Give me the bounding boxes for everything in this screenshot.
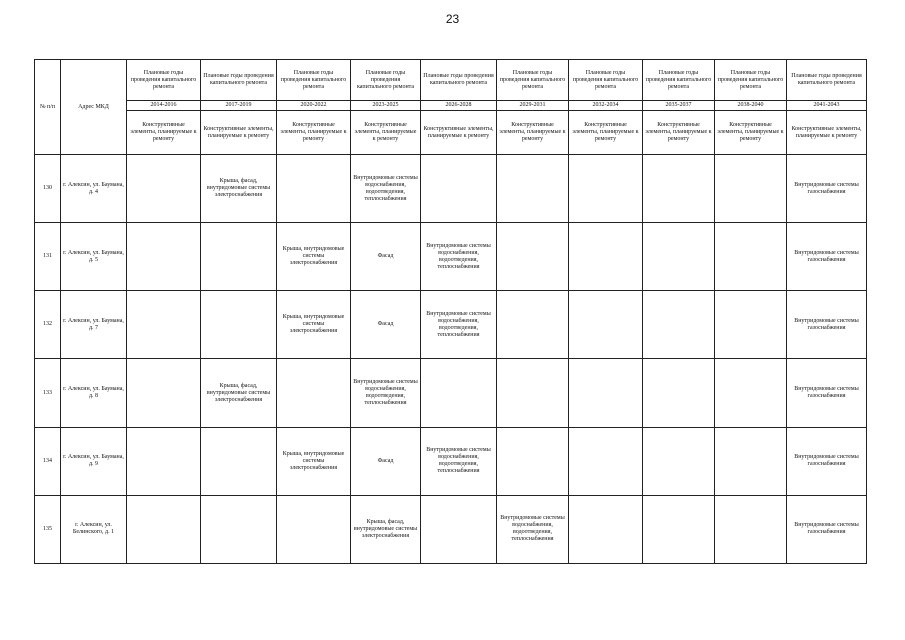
header-period: 2026-2028 [421, 101, 497, 111]
header-period: 2032-2034 [569, 101, 643, 111]
repair-cell: Крыша, фасад, внутридомовые системы электроснабжения [201, 359, 277, 427]
repair-cell [715, 155, 787, 223]
header-elements: Конструктивные элементы, планируемые к ремонту [277, 111, 351, 155]
row-address: г. Алексин, ул. Баумана, д. 8 [61, 359, 127, 427]
header-planned-years: Плановые годы проведения капитального ремонта [497, 60, 569, 101]
repair-cell [715, 291, 787, 359]
repair-cell [569, 495, 643, 563]
header-row-periods [35, 101, 867, 111]
repair-cell: Крыша, внутридомовые системы электроснабжения [277, 223, 351, 291]
header-period: 2029-2031 [497, 101, 569, 111]
repair-cell: Внутридомовые системы газоснабжения [787, 359, 867, 427]
header-planned-years: Плановые годы проведения капитального ремонта [277, 60, 351, 101]
repair-cell: Крыша, внутридомовые системы электроснабжения [277, 427, 351, 495]
repair-cell: Фасад [351, 223, 421, 291]
header-period: 2017-2019 [201, 101, 277, 111]
repair-cell [421, 359, 497, 427]
row-address: г. Алексин, ул. Белинского, д. 1 [61, 495, 127, 563]
header-planned-years: Плановые годы проведения капитального ремонта [421, 60, 497, 101]
repair-cell: Фасад [351, 427, 421, 495]
header-planned-years: Плановые годы проведения капитального ремонта [351, 60, 421, 101]
repair-cell [715, 223, 787, 291]
header-planned-years: Плановые годы проведения капитального ремонта [787, 60, 867, 101]
header-elements: Конструктивные элементы, планируемые к ремонту [569, 111, 643, 155]
repair-cell [643, 291, 715, 359]
header-elements: Конструктивные элементы, планируемые к ремонту [497, 111, 569, 155]
row-number: 132 [35, 291, 61, 359]
row-number: 130 [35, 155, 61, 223]
row-address: г. Алексин, ул. Баумана, д. 5 [61, 223, 127, 291]
table-row [35, 427, 867, 495]
row-number: 131 [35, 223, 61, 291]
repair-cell [569, 359, 643, 427]
table-row [35, 291, 867, 359]
table-row [35, 155, 867, 223]
repair-cell [497, 359, 569, 427]
repair-cell: Внутридомовые системы газоснабжения [787, 495, 867, 563]
repair-cell [643, 359, 715, 427]
repair-cell [201, 495, 277, 563]
repair-cell [277, 155, 351, 223]
repair-cell: Крыша, внутридомовые системы электроснабжения [277, 291, 351, 359]
repair-cell [127, 427, 201, 495]
header-period: 2041-2043 [787, 101, 867, 111]
table-row [35, 223, 867, 291]
repair-cell [201, 223, 277, 291]
header-address: Адрес МКД [61, 60, 127, 155]
row-address: г. Алексин, ул. Баумана, д. 7 [61, 291, 127, 359]
header-planned-years: Плановые годы проведения капитального ремонта [569, 60, 643, 101]
header-elements: Конструктивные элементы, планируемые к ремонту [351, 111, 421, 155]
repair-cell: Внутридомовые системы водоснабжения, водоотведения, теплоснабжения [351, 359, 421, 427]
repair-cell [277, 359, 351, 427]
header-elements: Конструктивные элементы, планируемые к ремонту [715, 111, 787, 155]
repair-cell [497, 291, 569, 359]
header-elements: Конструктивные элементы, планируемые к ремонту [127, 111, 201, 155]
repair-cell: Внутридомовые системы газоснабжения [787, 427, 867, 495]
page-number: 23 [445, 12, 460, 26]
repair-cell [127, 223, 201, 291]
repair-cell [497, 427, 569, 495]
row-number: 135 [35, 495, 61, 563]
table-row [35, 359, 867, 427]
repair-cell [277, 495, 351, 563]
repair-cell: Крыша, фасад, внутридомовые системы электроснабжения [351, 495, 421, 563]
repair-cell [643, 427, 715, 495]
repair-cell: Внутридомовые системы водоснабжения, водоотведения, теплоснабжения [421, 291, 497, 359]
repair-cell [201, 427, 277, 495]
header-row-elements [35, 111, 867, 155]
repair-cell [715, 359, 787, 427]
header-planned-years: Плановые годы проведения капитального ремонта [715, 60, 787, 101]
header-elements: Конструктивные элементы, планируемые к ремонту [421, 111, 497, 155]
repair-cell: Внутридомовые системы газоснабжения [787, 223, 867, 291]
repair-cell [715, 495, 787, 563]
repair-cell [569, 155, 643, 223]
header-planned-years: Плановые годы проведения капитального ремонта [201, 60, 277, 101]
header-period: 2038-2040 [715, 101, 787, 111]
header-period: 2014-2016 [127, 101, 201, 111]
repair-cell: Фасад [351, 291, 421, 359]
repair-cell: Внутридомовые системы водоснабжения, водоотведения, теплоснабжения [497, 495, 569, 563]
table-row [35, 495, 867, 563]
repair-cell [127, 495, 201, 563]
row-number: 133 [35, 359, 61, 427]
repair-cell [643, 495, 715, 563]
repair-cell [643, 223, 715, 291]
header-planned-years: Плановые годы проведения капитального ремонта [127, 60, 201, 101]
row-address: г. Алексин, ул. Баумана, д. 9 [61, 427, 127, 495]
row-number: 134 [35, 427, 61, 495]
repair-cell [127, 359, 201, 427]
repair-schedule-table [34, 59, 867, 564]
header-row-planned-years [35, 60, 867, 101]
repair-cell [201, 291, 277, 359]
repair-cell [127, 291, 201, 359]
repair-cell: Внутридомовые системы водоснабжения, водоотведения, теплоснабжения [421, 223, 497, 291]
repair-cell [569, 291, 643, 359]
repair-cell: Крыша, фасад, внутридомовые системы электроснабжения [201, 155, 277, 223]
repair-cell [421, 495, 497, 563]
header-elements: Конструктивные элементы, планируемые к ремонту [643, 111, 715, 155]
row-address: г. Алексин, ул. Баумана, д. 4 [61, 155, 127, 223]
header-elements: Конструктивные элементы, планируемые к ремонту [201, 111, 277, 155]
header-period: 2023-2025 [351, 101, 421, 111]
header-period: 2020-2022 [277, 101, 351, 111]
repair-cell [497, 155, 569, 223]
repair-cell [569, 223, 643, 291]
repair-cell [127, 155, 201, 223]
repair-cell: Внутридомовые системы водоснабжения, водоотведения, теплоснабжения [351, 155, 421, 223]
header-planned-years: Плановые годы проведения капитального ремонта [643, 60, 715, 101]
repair-cell [421, 155, 497, 223]
header-period: 2035-2037 [643, 101, 715, 111]
header-elements: Конструктивные элементы, планируемые к ремонту [787, 111, 867, 155]
repair-cell: Внутридомовые системы водоснабжения, водоотведения, теплоснабжения [421, 427, 497, 495]
repair-cell [497, 223, 569, 291]
header-num: № п/п [35, 60, 61, 155]
repair-cell [643, 155, 715, 223]
repair-cell [569, 427, 643, 495]
repair-cell [715, 427, 787, 495]
repair-cell: Внутридомовые системы газоснабжения [787, 291, 867, 359]
repair-cell: Внутридомовые системы газоснабжения [787, 155, 867, 223]
